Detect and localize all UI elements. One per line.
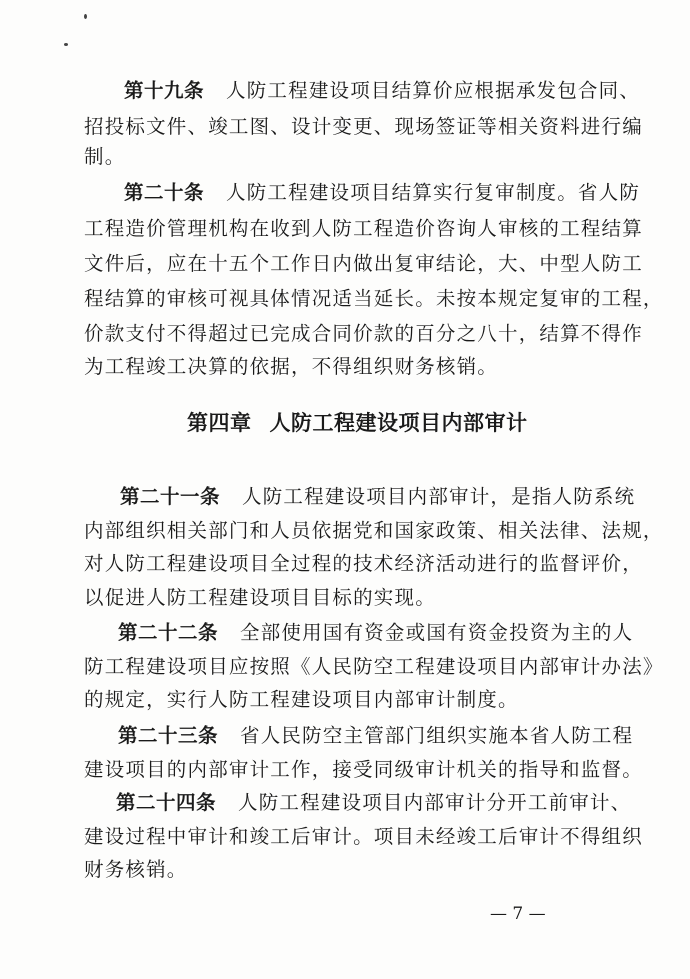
article-19-line-3: 制。 xyxy=(84,145,126,168)
article-24-label: 第二十四条 xyxy=(116,791,217,814)
article-23-line-1 xyxy=(118,726,633,746)
chapter-number: 第四章 xyxy=(187,411,252,435)
chapter-heading xyxy=(187,413,528,434)
article-21-line-2: 内部组织相关部门和人员依据党和国家政策、相关法律、法规， xyxy=(84,519,664,542)
article-20-line-3: 文件后，应在十五个工作日内做出复审结论，大、中型人防工 xyxy=(84,252,643,275)
article-19-text: 人防工程建设项目结算价应根据承发包合同、 xyxy=(226,79,641,102)
article-20-line-5: 价款支付不得超过已完成合同价款的百分之八十，结算不得作 xyxy=(84,322,643,345)
article-22-line-2: 防工程建设项目应按照《人民防空工程建设项目内部审计办法》 xyxy=(84,655,664,678)
article-21-line-1 xyxy=(120,487,635,507)
article-23-label: 第二十三条 xyxy=(118,724,219,747)
page-number: — 7 — xyxy=(490,904,546,924)
article-19-line-2: 招投标文件、竣工图、设计变更、现场签证等相关资料进行编 xyxy=(84,115,643,138)
article-21-label: 第二十一条 xyxy=(120,485,221,508)
article-21-text: 人防工程建设项目内部审计，是指人防系统 xyxy=(242,485,636,508)
article-20-label: 第二十条 xyxy=(124,181,205,204)
article-24-line-2: 建设过程中审计和竣工后审计。项目未经竣工后审计不得组织 xyxy=(84,825,643,848)
scan-speck xyxy=(84,14,87,19)
article-24-line-3: 财务核销。 xyxy=(84,858,188,881)
article-19-label: 第十九条 xyxy=(124,79,205,102)
article-20-line-4: 程结算的审核可视具体情况适当延长。未按本规定复审的工程， xyxy=(84,287,664,310)
article-19-line-1 xyxy=(124,81,640,101)
article-20-line-6: 为工程竣工决算的依据，不得组织财务核销。 xyxy=(84,355,499,378)
article-23-text: 省人民防空主管部门组织实施本省人防工程 xyxy=(240,724,634,747)
article-20-text: 人防工程建设项目结算实行复审制度。省人防 xyxy=(226,181,641,204)
chapter-title: 人防工程建设项目内部审计 xyxy=(269,411,528,435)
article-22-label: 第二十二条 xyxy=(118,621,219,644)
article-20-line-1 xyxy=(124,183,640,203)
article-20-line-2: 工程造价管理机构在收到人防工程造价咨询人审核的工程结算 xyxy=(84,217,643,240)
article-23-line-2: 建设项目的内部审计工作，接受同级审计机关的指导和监督。 xyxy=(84,758,643,781)
article-22-line-3: 的规定，实行人防工程建设项目内部审计制度。 xyxy=(84,688,519,711)
article-21-line-4: 以促进人防工程建设项目目标的实现。 xyxy=(84,586,436,609)
article-24-text: 人防工程建设项目内部审计分开工前审计、 xyxy=(238,791,632,814)
scan-speck xyxy=(64,43,68,46)
article-21-line-3: 对人防工程建设项目全过程的技术经济活动进行的监督评价， xyxy=(84,552,643,575)
article-24-line-1 xyxy=(116,793,631,813)
article-22-text: 全部使用国有资金或国有资金投资为主的人 xyxy=(240,621,634,644)
article-22-line-1 xyxy=(118,623,633,643)
